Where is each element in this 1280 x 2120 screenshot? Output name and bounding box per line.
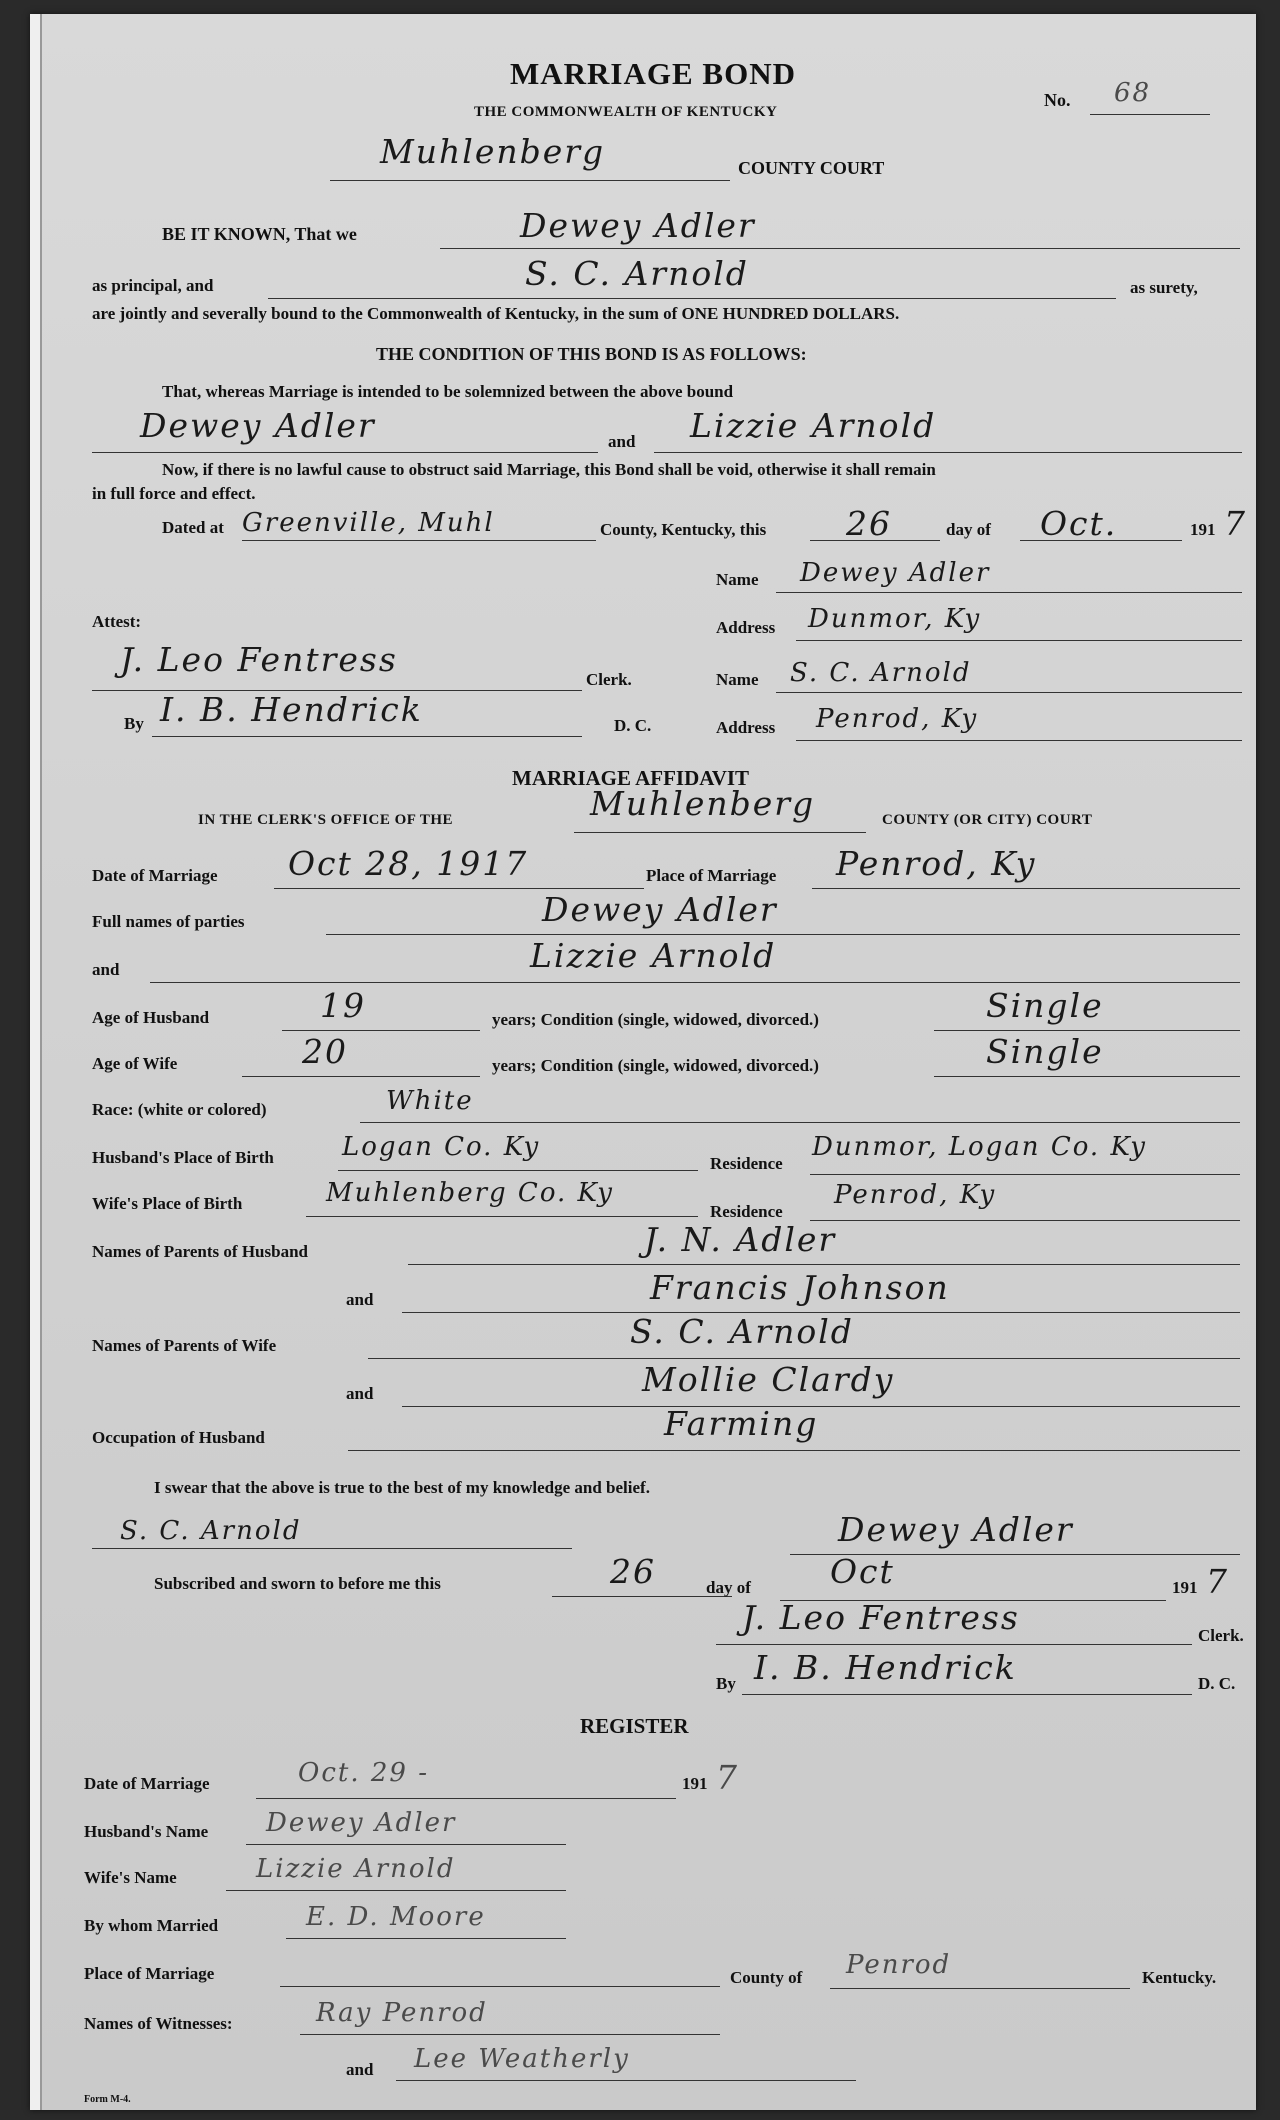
dated-day: 26 — [846, 504, 892, 543]
affidavit-title: MARRIAGE AFFIDAVIT — [512, 766, 750, 790]
wife-birthplace-value: Muhlenberg Co. Ky — [326, 1178, 614, 1208]
bond-number-label: No. — [1044, 90, 1071, 110]
principal-signature-name: Dewey Adler — [800, 558, 991, 588]
attest-dc-signature: I. B. Hendrick — [160, 690, 423, 729]
subscribed-label: Subscribed and sworn to before me this — [154, 1574, 441, 1593]
condition-husband-value: Single — [986, 986, 1104, 1025]
party-one-name: Dewey Adler — [140, 406, 376, 445]
affiant-signature-surety: S. C. Arnold — [120, 1516, 302, 1546]
wife-full-name: Lizzie Arnold — [530, 936, 777, 975]
subscribed-day: 26 — [610, 1552, 656, 1591]
register-date-label: Date of Marriage — [84, 1774, 210, 1793]
and-label-4: and — [346, 1384, 374, 1403]
address-label-2: Address — [716, 718, 776, 737]
register-witness-one: Ray Penrod — [316, 1998, 488, 2028]
wife-residence-value: Penrod, Ky — [834, 1180, 997, 1210]
and-label: and — [608, 432, 636, 451]
as-surety-label: as surety, — [1130, 278, 1198, 297]
and-label-3: and — [346, 1290, 374, 1309]
occupation-value: Farming — [664, 1404, 819, 1443]
dated-month: Oct. — [1040, 504, 1118, 543]
husband-residence-label: Residence — [710, 1154, 783, 1173]
register-witness-two: Lee Weatherly — [414, 2044, 630, 2074]
subscribed-year-print: 191 — [1172, 1578, 1198, 1597]
and-label-2: and — [92, 960, 120, 979]
swear-statement: I swear that the above is true to the best of my knowledge and belief. — [154, 1478, 650, 1497]
jointly-bound-text: are jointly and severally bound to the Commonwealth of Kentucky, in the sum of ONE HUNDRED DOLLARS. — [92, 304, 900, 323]
attest-dc-label: D. C. — [614, 716, 652, 735]
wife-birthplace-label: Wife's Place of Birth — [92, 1194, 243, 1213]
by-label: By — [124, 714, 144, 733]
address-label-1: Address — [716, 618, 776, 637]
condition-husband-label: years; Condition (single, widowed, divorced.) — [492, 1010, 819, 1029]
dated-year-digit: 7 — [1224, 504, 1247, 543]
register-kentucky-label: Kentucky. — [1142, 1968, 1217, 1987]
condition-heading: THE CONDITION OF THIS BOND IS AS FOLLOWS: — [376, 344, 807, 364]
wife-father-name: S. C. Arnold — [630, 1312, 854, 1351]
parents-wife-label: Names of Parents of Wife — [92, 1336, 277, 1355]
dated-year-print: 191 — [1190, 520, 1216, 539]
condition-wife-label: years; Condition (single, widowed, divorced.) — [492, 1056, 819, 1075]
subscribed-day-of-label: day of — [706, 1578, 751, 1597]
attest-label: Attest: — [92, 612, 142, 631]
husband-mother-name: Francis Johnson — [650, 1268, 950, 1307]
day-of-label: day of — [946, 520, 991, 539]
wife-mother-name: Mollie Clardy — [642, 1360, 895, 1399]
husband-birthplace-label: Husband's Place of Birth — [92, 1148, 274, 1167]
register-by-whom-value: E. D. Moore — [306, 1902, 486, 1932]
register-date-value: Oct. 29 - — [298, 1758, 429, 1788]
subscribed-year-digit: 7 — [1206, 1562, 1229, 1601]
register-year-print: 191 — [682, 1774, 708, 1793]
place-of-marriage-value: Penrod, Ky — [836, 844, 1037, 883]
affidavit-county: Muhlenberg — [590, 784, 816, 823]
principal-address: Dunmor, Ky — [808, 604, 982, 634]
document-subtitle: THE COMMONWEALTH OF KENTUCKY — [474, 104, 778, 120]
register-husband-label: Husband's Name — [84, 1822, 209, 1841]
husband-full-name: Dewey Adler — [542, 890, 778, 929]
affidavit-dc-label: D. C. — [1198, 1674, 1236, 1693]
page-binding-edge — [30, 14, 42, 2110]
race-label: Race: (white or colored) — [92, 1100, 267, 1119]
full-names-label: Full names of parties — [92, 912, 245, 931]
date-of-marriage-value: Oct 28, 1917 — [288, 844, 529, 883]
affidavit-dc-signature: I. B. Hendrick — [754, 1648, 1017, 1687]
bond-number-value: 68 — [1114, 78, 1152, 108]
attest-clerk-signature: J. Leo Fentress — [120, 640, 398, 679]
county-court-label: COUNTY COURT — [738, 158, 885, 178]
surety-address: Penrod, Ky — [816, 704, 979, 734]
be-it-known-label: BE IT KNOWN, That we — [162, 224, 357, 244]
age-wife-value: 20 — [302, 1032, 348, 1071]
register-by-whom-label: By whom Married — [84, 1916, 219, 1935]
register-witnesses-label: Names of Witnesses: — [84, 2014, 233, 2033]
register-wife-label: Wife's Name — [84, 1868, 177, 1887]
affidavit-by-label: By — [716, 1674, 736, 1693]
dated-at-label: Dated at — [162, 518, 224, 537]
husband-father-name: J. N. Adler — [644, 1220, 837, 1259]
county-handwritten: Muhlenberg — [380, 132, 606, 171]
in-full-force-text: in full force and effect. — [92, 484, 256, 503]
register-county-value: Penrod — [846, 1950, 952, 1980]
principal-name: Dewey Adler — [520, 206, 756, 245]
whereas-text: That, whereas Marriage is intended to be solemnized between the above bound — [162, 382, 734, 401]
party-two-name: Lizzie Arnold — [690, 406, 937, 445]
surety-signature-name: S. C. Arnold — [790, 658, 972, 688]
parents-husband-label: Names of Parents of Husband — [92, 1242, 308, 1261]
register-year-digit: 7 — [716, 1758, 739, 1797]
attest-clerk-label: Clerk. — [586, 670, 632, 689]
subscribed-month: Oct — [830, 1552, 895, 1591]
affidavit-clerk-label: Clerk. — [1198, 1626, 1244, 1645]
affiant-signature-husband: Dewey Adler — [838, 1510, 1074, 1549]
register-wife-value: Lizzie Arnold — [256, 1854, 456, 1884]
form-number: Form M-4. — [84, 2094, 131, 2105]
affidavit-clerk-signature: J. Leo Fentress — [742, 1598, 1020, 1637]
affidavit-county-court-label: COUNTY (OR CITY) COURT — [882, 812, 1093, 828]
name-label-2: Name — [716, 670, 759, 689]
place-of-marriage-label: Place of Marriage — [646, 866, 777, 885]
as-principal-label: as principal, and — [92, 276, 214, 295]
now-if-text: Now, if there is no lawful cause to obstruct said Marriage, this Bond shall be void, otherwise it shall remain — [162, 460, 936, 479]
register-place-label: Place of Marriage — [84, 1964, 215, 1983]
husband-residence-value: Dunmor, Logan Co. Ky — [812, 1132, 1147, 1162]
register-and-label: and — [346, 2060, 374, 2079]
husband-birthplace-value: Logan Co. Ky — [342, 1132, 541, 1162]
age-husband-value: 19 — [320, 986, 366, 1025]
date-of-marriage-label: Date of Marriage — [92, 866, 218, 885]
condition-wife-value: Single — [986, 1032, 1104, 1071]
name-label-1: Name — [716, 570, 759, 589]
marriage-bond-document — [30, 14, 1256, 2110]
age-wife-label: Age of Wife — [92, 1054, 178, 1073]
dated-place: Greenville, Muhl — [242, 508, 495, 538]
wife-residence-label: Residence — [710, 1202, 783, 1221]
clerks-office-label: IN THE CLERK'S OFFICE OF THE — [198, 812, 454, 828]
register-title: REGISTER — [580, 1714, 689, 1738]
race-value: White — [386, 1086, 474, 1116]
document-title: MARRIAGE BOND — [510, 56, 796, 91]
register-county-of-label: County of — [730, 1968, 803, 1987]
occupation-label: Occupation of Husband — [92, 1428, 265, 1447]
county-kentucky-this-label: County, Kentucky, this — [600, 520, 767, 539]
register-husband-value: Dewey Adler — [266, 1808, 457, 1838]
surety-name: S. C. Arnold — [525, 254, 749, 293]
age-husband-label: Age of Husband — [92, 1008, 210, 1027]
